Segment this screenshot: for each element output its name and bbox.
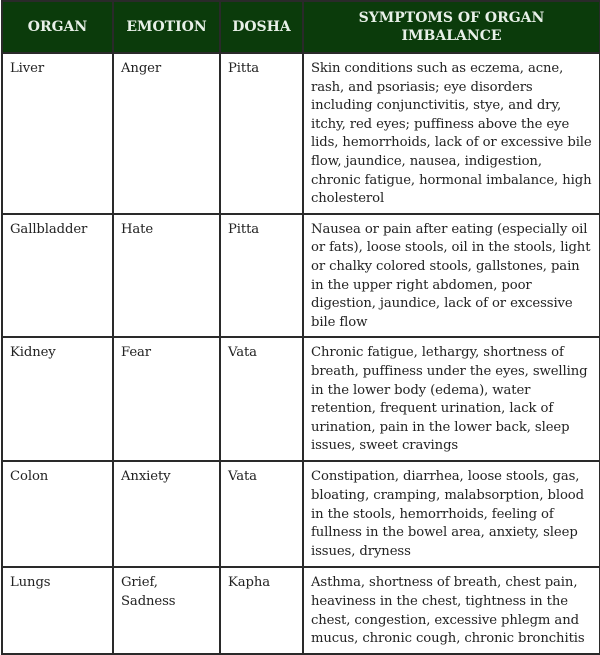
organ-emotion-table [1, 0, 600, 655]
cell-symptoms: Nausea or pain after eating (especially oil or fats), loose stools, oil in the stools, light or chalky colored stools, gallstones, pain in the upper right abdomen, poor digestion, jaundice, lack of or excessive bile flow [303, 214, 600, 338]
header-row [2, 1, 600, 53]
table-row [2, 214, 600, 338]
table-row [2, 461, 600, 567]
cell-emotion: Hate [113, 214, 220, 338]
cell-emotion: Grief, Sadness [113, 567, 220, 653]
table-header [2, 1, 600, 53]
table-row [2, 337, 600, 461]
cell-organ: Liver [2, 53, 113, 214]
cell-organ: Gallbladder [2, 214, 113, 338]
table-row [2, 53, 600, 214]
cell-symptoms: Constipation, diarrhea, loose stools, gas, bloating, cramping, malabsorption, blood in the stools, hemorrhoids, feeling of fullness in the bowel area, anxiety, sleep issues, dryness [303, 461, 600, 567]
header-organ: ORGAN [2, 1, 113, 53]
cell-symptoms: Asthma, shortness of breath, chest pain, heaviness in the chest, tightness in the chest, congestion, excessive phlegm and mucus, chronic cough, chronic bronchitis [303, 567, 600, 653]
cell-organ: Lungs [2, 567, 113, 653]
cell-dosha: Pitta [220, 214, 303, 338]
cell-dosha: Vata [220, 337, 303, 461]
header-emotion: EMOTION [113, 1, 220, 53]
cell-symptoms: Chronic fatigue, lethargy, shortness of breath, puffiness under the eyes, swelling in the lower body (edema), water retention, frequent urination, lack of urination, pain in the lower back, sleep issues, sweet cravings [303, 337, 600, 461]
cell-emotion: Anxiety [113, 461, 220, 567]
table-row [2, 567, 600, 653]
cell-symptoms: Skin conditions such as eczema, acne, rash, and psoriasis; eye disorders including conjunctivitis, stye, and dry, itchy, red eyes; puffiness above the eye lids, hemorrhoids, lack of or excessive bile flow, jaundice, nausea, indigestion, chronic fatigue, hormonal imbalance, high cholesterol [303, 53, 600, 214]
header-dosha: DOSHA [220, 1, 303, 53]
cell-dosha: Pitta [220, 53, 303, 214]
header-symptoms: SYMPTOMS OF ORGAN IMBALANCE [303, 1, 600, 53]
cell-organ: Kidney [2, 337, 113, 461]
cell-emotion: Anger [113, 53, 220, 214]
cell-dosha: Vata [220, 461, 303, 567]
cell-emotion: Fear [113, 337, 220, 461]
cell-organ: Colon [2, 461, 113, 567]
table-body [2, 53, 600, 654]
cell-dosha: Kapha [220, 567, 303, 653]
